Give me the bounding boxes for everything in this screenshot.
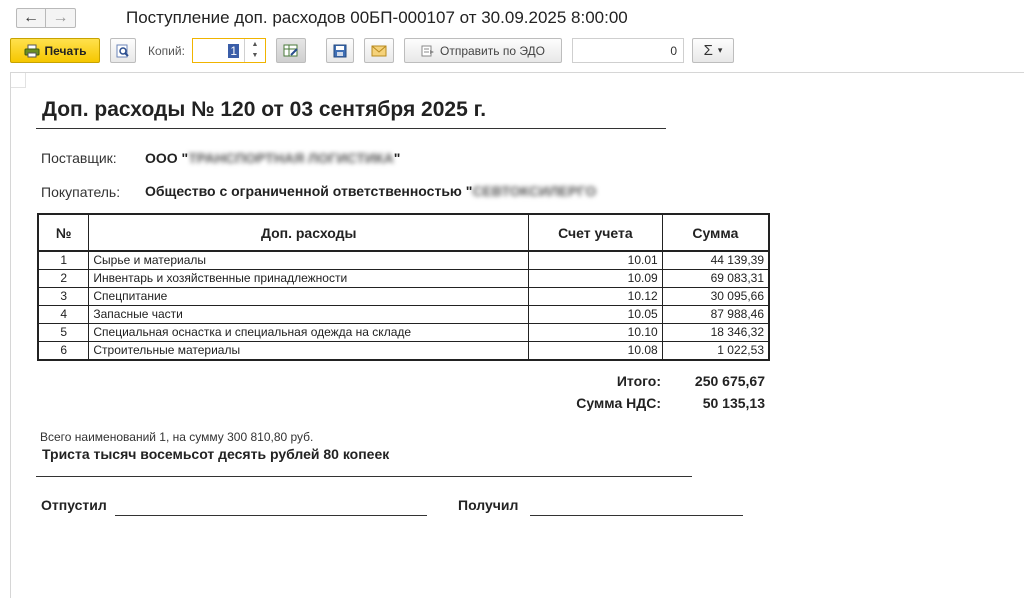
items-summary: Всего наименований 1, на сумму 300 810,80 руб. <box>40 430 314 444</box>
row-amount: 69 083,31 <box>662 270 769 288</box>
arrow-right-icon: → <box>52 9 69 26</box>
table-row <box>38 324 769 342</box>
supplier-suffix: " <box>393 150 401 166</box>
row-amount: 87 988,46 <box>662 306 769 324</box>
toolbar <box>0 36 1024 68</box>
buyer-prefix: Общество с ограниченной ответственностью " <box>145 183 473 199</box>
released-signature-line <box>115 515 427 516</box>
edo-send-icon <box>421 45 435 57</box>
column-header-number: № <box>38 214 89 251</box>
row-expense-name: Спецпитание <box>89 288 529 306</box>
title-bar <box>0 0 1024 36</box>
summary-underline <box>36 476 692 477</box>
copies-stepper[interactable] <box>192 38 266 63</box>
arrow-left-icon: ← <box>23 9 39 26</box>
print-button-label: Печать <box>44 43 87 58</box>
chevron-down-icon: ▾ <box>717 45 723 55</box>
table-row <box>38 306 769 324</box>
row-expense-name: Запасные части <box>89 306 529 324</box>
vat-value: 50 135,13 <box>702 395 765 411</box>
preview-button[interactable] <box>110 38 136 63</box>
row-account: 10.09 <box>529 270 663 288</box>
row-amount: 44 139,39 <box>662 251 769 270</box>
row-account: 10.05 <box>529 306 663 324</box>
row-number: 1 <box>38 251 89 270</box>
buyer-value <box>145 183 596 199</box>
table-row <box>38 251 769 270</box>
title-underline <box>36 128 666 129</box>
supplier-prefix: ООО " <box>145 150 189 166</box>
print-button[interactable] <box>10 38 100 63</box>
row-number: 4 <box>38 306 89 324</box>
floppy-disk-icon <box>333 44 347 58</box>
row-number: 3 <box>38 288 89 306</box>
copies-value: 1 <box>230 44 237 58</box>
edit-document-button[interactable] <box>276 38 306 63</box>
vat-label: Сумма НДС: <box>576 395 661 411</box>
save-button[interactable] <box>326 38 354 63</box>
row-number: 2 <box>38 270 89 288</box>
row-expense-name: Строительные материалы <box>89 342 529 361</box>
row-account: 10.08 <box>529 342 663 361</box>
row-account: 10.10 <box>529 324 663 342</box>
copies-label: Копий: <box>148 44 185 58</box>
received-signature-line <box>530 515 743 516</box>
send-edo-label: Отправить по ЭДО <box>439 43 546 58</box>
row-amount: 1 022,53 <box>662 342 769 361</box>
edit-table-icon <box>283 44 299 58</box>
row-number: 6 <box>38 342 89 361</box>
supplier-name-redacted: ТРАНСПОРТНАЯ ЛОГИСТИКА <box>188 150 394 166</box>
column-header-amount: Сумма <box>662 214 769 251</box>
total-value: 250 675,67 <box>694 373 765 389</box>
released-label: Отпустил <box>41 497 107 513</box>
back-button[interactable] <box>16 8 46 28</box>
magnifier-icon <box>116 44 130 58</box>
document-title: Доп. расходы № 120 от 03 сентября 2025 г. <box>42 98 487 121</box>
row-expense-name: Сырье и материалы <box>89 251 529 270</box>
buyer-name-redacted: СЕВТОКСИЛЕРГО <box>472 183 597 199</box>
amount-in-words: Триста тысяч восемьсот десять рублей 80 копеек <box>42 446 390 462</box>
sum-dropdown-button[interactable] <box>692 38 734 63</box>
copies-spin-buttons[interactable]: ▲ ▼ <box>244 39 265 62</box>
sigma-icon: Σ <box>703 42 713 59</box>
row-account: 10.12 <box>529 288 663 306</box>
row-number: 5 <box>38 324 89 342</box>
column-header-expenses: Доп. расходы <box>89 214 529 251</box>
send-edo-button[interactable] <box>404 38 562 63</box>
supplier-value <box>145 150 400 166</box>
row-account: 10.01 <box>529 251 663 270</box>
envelope-icon <box>371 45 387 57</box>
buyer-label: Покупатель: <box>41 184 121 200</box>
table-row <box>38 342 769 361</box>
sum-result-field: 0 <box>572 38 684 63</box>
sheet-corner <box>11 73 26 88</box>
supplier-label: Поставщик: <box>41 150 117 166</box>
column-header-account: Счет учета <box>529 214 663 251</box>
printer-icon <box>24 44 40 58</box>
total-label: Итого: <box>616 373 661 389</box>
send-email-button[interactable] <box>364 38 394 63</box>
table-row <box>38 270 769 288</box>
expenses-table <box>37 213 770 361</box>
row-amount: 30 095,66 <box>662 288 769 306</box>
received-label: Получил <box>458 497 519 513</box>
row-expense-name: Инвентарь и хозяйственные принадлежности <box>89 270 529 288</box>
row-expense-name: Специальная оснастка и специальная одежда на складе <box>89 324 529 342</box>
forward-button[interactable] <box>46 8 76 28</box>
window-title: Поступление доп. расходов 00БП-000107 от 30.09.2025 8:00:00 <box>126 8 628 27</box>
row-amount: 18 346,32 <box>662 324 769 342</box>
table-row <box>38 288 769 306</box>
table-header-row <box>38 214 769 251</box>
